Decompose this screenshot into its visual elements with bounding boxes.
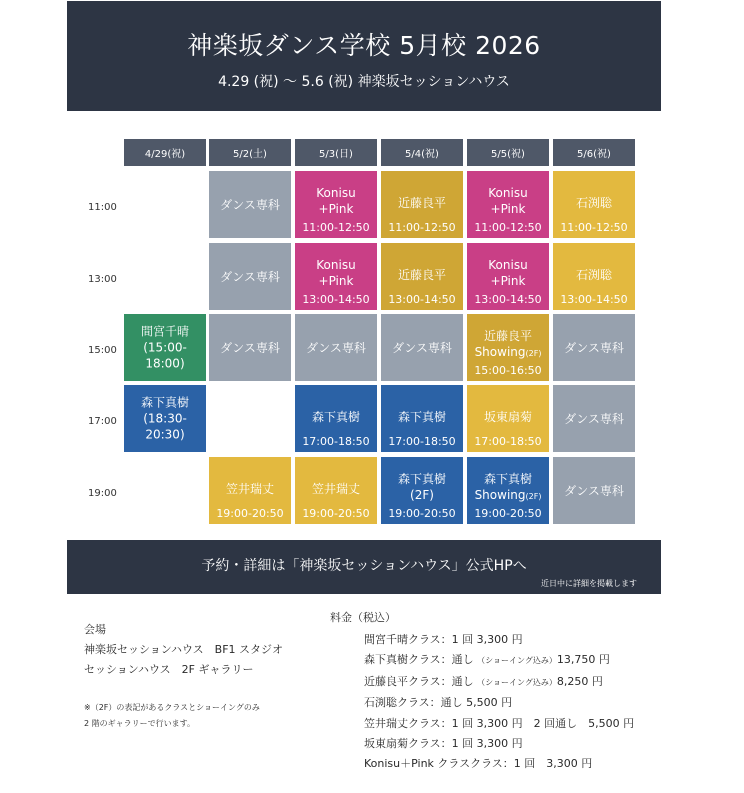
- time-label: 11:00: [88, 202, 117, 213]
- fee-note: （ショーイング込み）: [477, 677, 557, 687]
- class-name: ダンス専科: [564, 411, 624, 426]
- class-cell[interactable]: [553, 385, 635, 452]
- class-cell[interactable]: [124, 314, 206, 381]
- class-time: 17:00-18:50: [302, 435, 370, 449]
- venue-line-1: 神楽坂セッションハウス BF1 スタジオ: [84, 643, 284, 656]
- class-name: ダンス専科: [220, 269, 280, 284]
- day-header: 5/2(土): [209, 139, 291, 166]
- class-time: 19:00-20:50: [474, 507, 542, 521]
- class-cell[interactable]: [381, 171, 463, 238]
- fee-list: [364, 630, 634, 775]
- fee-item: [364, 630, 634, 650]
- footnote-line-2: 2 階のギャラリーで行います。: [84, 719, 195, 728]
- fee-price: 8,250 円: [556, 674, 603, 688]
- class-name: 間宮千晴 (15:00-18:00): [140, 324, 189, 371]
- class-name: 石渕聡: [575, 268, 612, 282]
- class-name: Konisu +Pink: [488, 258, 528, 289]
- class-time: 13:00-14:50: [474, 293, 542, 307]
- fee-text: 間宮千晴クラス：1 回 3,300 円: [364, 633, 523, 646]
- class-cell[interactable]: [467, 385, 549, 452]
- class-name: 笠井瑞丈: [225, 482, 274, 496]
- class-name: ダンス専科: [564, 340, 624, 355]
- class-cell[interactable]: [381, 457, 463, 524]
- reservation-text: 予約・詳細は「神楽坂セッションハウス」公式HPへ: [201, 558, 527, 574]
- class-time: 19:00-20:50: [388, 507, 456, 521]
- class-cell[interactable]: [209, 243, 291, 310]
- class-floor-note: (2F): [525, 492, 542, 502]
- class-cell[interactable]: [381, 314, 463, 381]
- class-time: 13:00-14:50: [302, 293, 370, 307]
- class-cell[interactable]: [124, 385, 206, 452]
- class-cell[interactable]: [381, 243, 463, 310]
- class-cell[interactable]: [467, 171, 549, 238]
- venue-line-2: セッションハウス 2F ギャラリー: [84, 663, 254, 676]
- fee-item: [364, 754, 634, 774]
- fee-text: Konisu＋Pink クラスクラス：1 回 3,300 円: [364, 757, 593, 771]
- class-time: 11:00-12:50: [474, 221, 542, 235]
- class-cell[interactable]: [295, 314, 377, 381]
- fee-text: 森下真樹クラス：通し: [364, 653, 478, 667]
- class-cell[interactable]: [553, 314, 635, 381]
- class-cell[interactable]: [295, 385, 377, 452]
- fee-text: 近藤良平クラス：通し: [364, 674, 478, 688]
- fee-item: [364, 693, 634, 713]
- fee-item: [364, 714, 634, 734]
- class-name: ダンス専科: [220, 340, 280, 355]
- class-name: ダンス専科: [564, 483, 624, 498]
- time-label: 17:00: [88, 416, 117, 427]
- class-cell[interactable]: [295, 171, 377, 238]
- header-banner: [67, 1, 661, 111]
- class-time: 19:00-20:50: [216, 507, 284, 521]
- class-name: ダンス専科: [220, 197, 280, 212]
- time-label: 15:00: [88, 345, 117, 356]
- class-name: 森下真樹 Showing(2F): [474, 472, 542, 503]
- class-cell[interactable]: [467, 314, 549, 381]
- class-name: Konisu +Pink: [316, 258, 356, 289]
- day-header: 4/29(祝): [124, 139, 206, 166]
- fees-section: [330, 608, 634, 775]
- class-name: 坂東扇菊: [483, 410, 532, 424]
- class-name: 森下真樹 (2F): [397, 472, 446, 503]
- class-time: 19:00-20:50: [302, 507, 370, 521]
- class-cell[interactable]: [381, 385, 463, 452]
- fee-item: [364, 672, 634, 693]
- time-label: 13:00: [88, 274, 117, 285]
- class-time: 11:00-12:50: [302, 221, 370, 235]
- class-time: 17:00-18:50: [474, 435, 542, 449]
- class-time: 13:00-14:50: [560, 293, 628, 307]
- class-time: 11:00-12:50: [560, 221, 628, 235]
- class-name: 石渕聡: [575, 196, 612, 210]
- class-cell[interactable]: [553, 171, 635, 238]
- fee-text: 石渕聡クラス：通し 5,500 円: [364, 696, 513, 710]
- class-name: Konisu +Pink: [488, 186, 528, 217]
- class-name: 近藤良平: [397, 268, 446, 282]
- fee-text: 坂東扇菊クラス：1 回 3,300 円: [364, 737, 523, 751]
- fee-item: [364, 650, 634, 671]
- class-name: 森下真樹: [397, 410, 446, 424]
- class-cell[interactable]: [467, 457, 549, 524]
- class-cell[interactable]: [209, 457, 291, 524]
- class-name: ダンス専科: [306, 340, 366, 355]
- page-title: 神楽坂ダンス学校 5月校 2026: [187, 31, 541, 60]
- fee-note: （ショーイング込み）: [477, 656, 557, 666]
- time-label: 19:00: [88, 488, 117, 499]
- class-name: 森下真樹 (18:30-20:30): [140, 395, 189, 442]
- class-cell[interactable]: [553, 457, 635, 524]
- class-cell[interactable]: [209, 171, 291, 238]
- fee-item: [364, 734, 634, 754]
- fees-title: 料金（税込）: [330, 611, 396, 624]
- day-header: 5/3(日): [295, 139, 377, 166]
- day-header: 5/6(祝): [553, 139, 635, 166]
- reservation-banner[interactable]: [67, 540, 661, 594]
- class-name: 森下真樹: [311, 410, 360, 424]
- day-header: 5/4(祝): [381, 139, 463, 166]
- page-subtitle: 4.29 (祝) 〜 5.6 (祝) 神楽坂セッションハウス: [218, 74, 510, 90]
- class-time: 11:00-12:50: [388, 221, 456, 235]
- class-name: 笠井瑞丈: [311, 482, 360, 496]
- class-floor-note: (2F): [525, 349, 542, 359]
- class-name: 近藤良平: [397, 196, 446, 210]
- class-cell[interactable]: [209, 314, 291, 381]
- class-cell[interactable]: [553, 243, 635, 310]
- class-name: Konisu +Pink: [316, 186, 356, 217]
- class-time: 13:00-14:50: [388, 293, 456, 307]
- venue-info: [84, 620, 283, 680]
- class-name: ダンス専科: [392, 340, 452, 355]
- day-header: 5/5(祝): [467, 139, 549, 166]
- class-cell[interactable]: [467, 243, 549, 310]
- footnote-line-1: ※（2F）の表記があるクラスとショーイングのみ: [84, 703, 260, 712]
- fee-price: 13,750 円: [556, 653, 610, 667]
- class-time: 17:00-18:50: [388, 435, 456, 449]
- class-cell[interactable]: [295, 243, 377, 310]
- class-time: 15:00-16:50: [474, 364, 542, 378]
- venue-label: 会場: [84, 623, 106, 636]
- reservation-note: 近日中に詳細を掲載します: [541, 579, 637, 588]
- class-cell[interactable]: [295, 457, 377, 524]
- class-name: 近藤良平 Showing(2F): [474, 329, 542, 360]
- footnote: [84, 700, 260, 732]
- fee-text: 笠井瑞丈クラス：1 回 3,300 円 2 回通し 5,500 円: [364, 716, 635, 730]
